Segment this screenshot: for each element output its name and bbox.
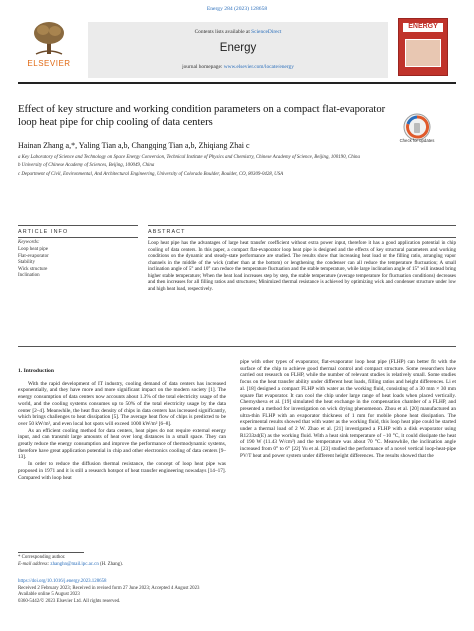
journal-cover-thumbnail[interactable]: [398, 18, 448, 76]
author-list[interactable]: Hainan Zhang a,*, Yaling Tian a,b, Changqing Tian a,b, Zhiqiang Zhai c: [18, 141, 250, 150]
received-dates: Received 2 February 2023; Received in revised form 27 June 2023; Accepted 4 August 2023: [18, 585, 200, 591]
email-suffix: (H. Zhang).: [98, 561, 123, 567]
intro-paragraph: In order to reduce the diffusion thermal resistance, the concept of loop heat pipe was proposed in 1971 and it is still a research hotspot of heat transfer engineering nowadays [14–17]. Compared with loop heat: [18, 461, 226, 481]
keyword-item: Flat-evaporator: [18, 253, 49, 259]
section-heading-introduction: 1. Introduction: [18, 368, 54, 374]
affiliations: [18, 155, 438, 180]
article-title: Effect of key structure and working condition parameters on a compact flat-evaporator loop heat pipe for chip cooling of data centers: [18, 104, 386, 128]
article-info-label: ARTICLE INFO: [18, 229, 69, 235]
keyword-item: Wick structure: [18, 266, 48, 272]
journal-banner: [88, 22, 388, 78]
sciencedirect-link[interactable]: ScienceDirect: [251, 29, 282, 35]
elsevier-logo[interactable]: [18, 18, 80, 70]
cover-image: [405, 39, 441, 67]
abstract-end-rule: [18, 346, 456, 347]
article-info-top-rule: [18, 225, 138, 226]
journal-homepage-link[interactable]: www.elsevier.com/locate/energy: [223, 64, 294, 70]
keyword-item: Inclination: [18, 273, 40, 279]
doi-link[interactable]: https://doi.org/10.1016/j.energy.2023.128658: [18, 579, 107, 584]
intro-paragraph: With the rapid development of IT industry, cooling demand of data centers has increased exponentially, and they have more and more significant impact on the modern society [1]. The energy consumption of data centers now accounts about 1.3% of the total electricity usage of the world, and the cooling systems consumes up to 50% of the total electricity usage by the data center [2–4]. Meanwhile, the heat flux density of chips in data centers has increased significantly, which brings challenges to heat dissipation [5]. The average heat flow of chips is predicted to be over 50 kW/m², and even local hot spots will exceed 1000 kW/m² [6–8].: [18, 380, 226, 427]
journal-name: Energy: [219, 42, 257, 54]
email-label: E-mail address:: [18, 561, 51, 567]
header-rule: [18, 82, 456, 84]
check-for-updates-label[interactable]: Check for updates: [399, 138, 435, 143]
keywords-heading: Keywords:: [18, 240, 40, 245]
homepage-line: [88, 64, 388, 70]
copyright-notice: 0360-5442/© 2023 Elsevier Ltd. All rights reserved.: [18, 598, 121, 604]
elsevier-wordmark: ELSEVIER: [27, 59, 71, 68]
keyword-item: Stability: [18, 260, 35, 266]
article-info-bottom-rule: [18, 237, 138, 238]
corresponding-author-note: * Corresponding author.: [18, 555, 66, 560]
keyword-item: Loop heat pipe: [18, 247, 48, 253]
homepage-prefix: journal homepage:: [182, 64, 224, 70]
available-online: Available online 5 August 2023: [18, 592, 80, 598]
intro-paragraph: pipe with other types of evaporator, flat-evaporator loop heat pipe (FLHP) can better fit with the surface of the chip to achieve good thermal control and compact structure. Some researchers have carried out research on FLHP, while the number of relevant studies is relatively small. Some studies focus on the heat transfer ability under different heat loads, filling ratios and height differences. Li et al. [18] designed a compact FLHP with water as the working fluid, consisting of a 30 mm × 30 mm square flat evaporator. It can cool the chip under large range of heat loads when placed vertically. Chernysheva et al. [19] simulated the heat exchange in the compensation chamber of a FLHP, and presented a method for investigation on wick drying phenomenon. Zhou et al. [20] manufactured an ultra-thin FLHP with an evaporator thickness of 1 mm for mobile phone heat dissipation. The experimental results showed that with water as the working fluid, this loop heat pipe could be started under a thermal load of 2 W. Zhao et al. [21] investigated a FLHP with a disk evaporator using R1233zd(E) as the working fluid. With a heat sink temperature of −10 °C, it could dissipate the heat of 190 W (11.43 W/cm²) and the temperature was about 70 °C. Meanwhile, the inclination angle increased from 0° to 6° [22] Yu et al. [23] studied the performance of a novel vertical loop-heat-pipe PV/T heat and power system under different height differences. The results showed that the: [240, 359, 456, 459]
affiliation-b: b University of Chinese Academy of Sciences, Beijing, 100049, China: [18, 163, 155, 169]
keywords-block: [18, 240, 138, 279]
affiliation-a: a Key Laboratory of Science and Technology on Space Energy Conversion, Technical Institute of Physics and Chemistry, Chinese Academy of Science, Beijing, 100190, China: [18, 155, 360, 160]
cover-title: ENERGY: [408, 23, 438, 30]
contents-prefix: Contents lists available at: [194, 29, 252, 35]
contents-line: [88, 29, 388, 35]
email-line: [18, 562, 318, 569]
author-email-link[interactable]: zhanghn@mail.ipc.ac.cn: [50, 561, 99, 567]
elsevier-tree-icon: [32, 20, 66, 56]
abstract-label: ABSTRACT: [148, 229, 186, 235]
footnote-rule: [18, 552, 84, 553]
intro-paragraph: As an efficient cooling method for data centers, heat pipes do not require external energy input, and can transmit large amounts of heat over long distances in a small space. They can greatly reduce the energy consumption and improve the performance of thermodynamic systems, therefore have great application potential in chip and other electronics cooling of data centers [9–13].: [18, 427, 226, 461]
footnote: [18, 555, 318, 568]
article-history: [18, 579, 318, 605]
intro-left-column: [18, 368, 226, 481]
abstract-top-rule: [148, 225, 456, 226]
intro-right-column: [240, 359, 456, 460]
affiliation-c: c Department of Civil, Environmental, And Architectural Engineering, University of Colorado Boulder, Boulder, CO, 80309-0428, USA: [18, 171, 284, 177]
journal-reference[interactable]: Energy 284 (2023) 128658: [206, 6, 268, 12]
abstract-bottom-rule: [148, 237, 456, 238]
abstract-text: Loop heat pipe has the advantages of large heat transfer coefficient without extra power input, therefore it has a good application potential in chip cooling of data centers. In this paper, a compact flat-evaporator loop heat pipe is designed and the effects of key structural parameters and working conditions on the dynamic and steady-state performance are studied. The results show that increasing heat load or the filling ratio, arranging vapor channels in the middle of the wick (rather than at the bottom) or lengthening the condenser can all reduce the temperature fluctuation; A small inclination angle of 5° and 10° can reduce the temperature fluctuation and the stable temperature, while large inclination angle of 15° will instead bring higher stable temperature; When the heat load increases step by step, the stable temperature (average temperature for fluctuation conditions) decreases and then increases for all filling ratios and structures; Minimized thermal resistance is achieved by optimizing wick and condenser structure under low and high heat load, respectively.: [148, 240, 456, 292]
journal-header: [18, 18, 456, 108]
